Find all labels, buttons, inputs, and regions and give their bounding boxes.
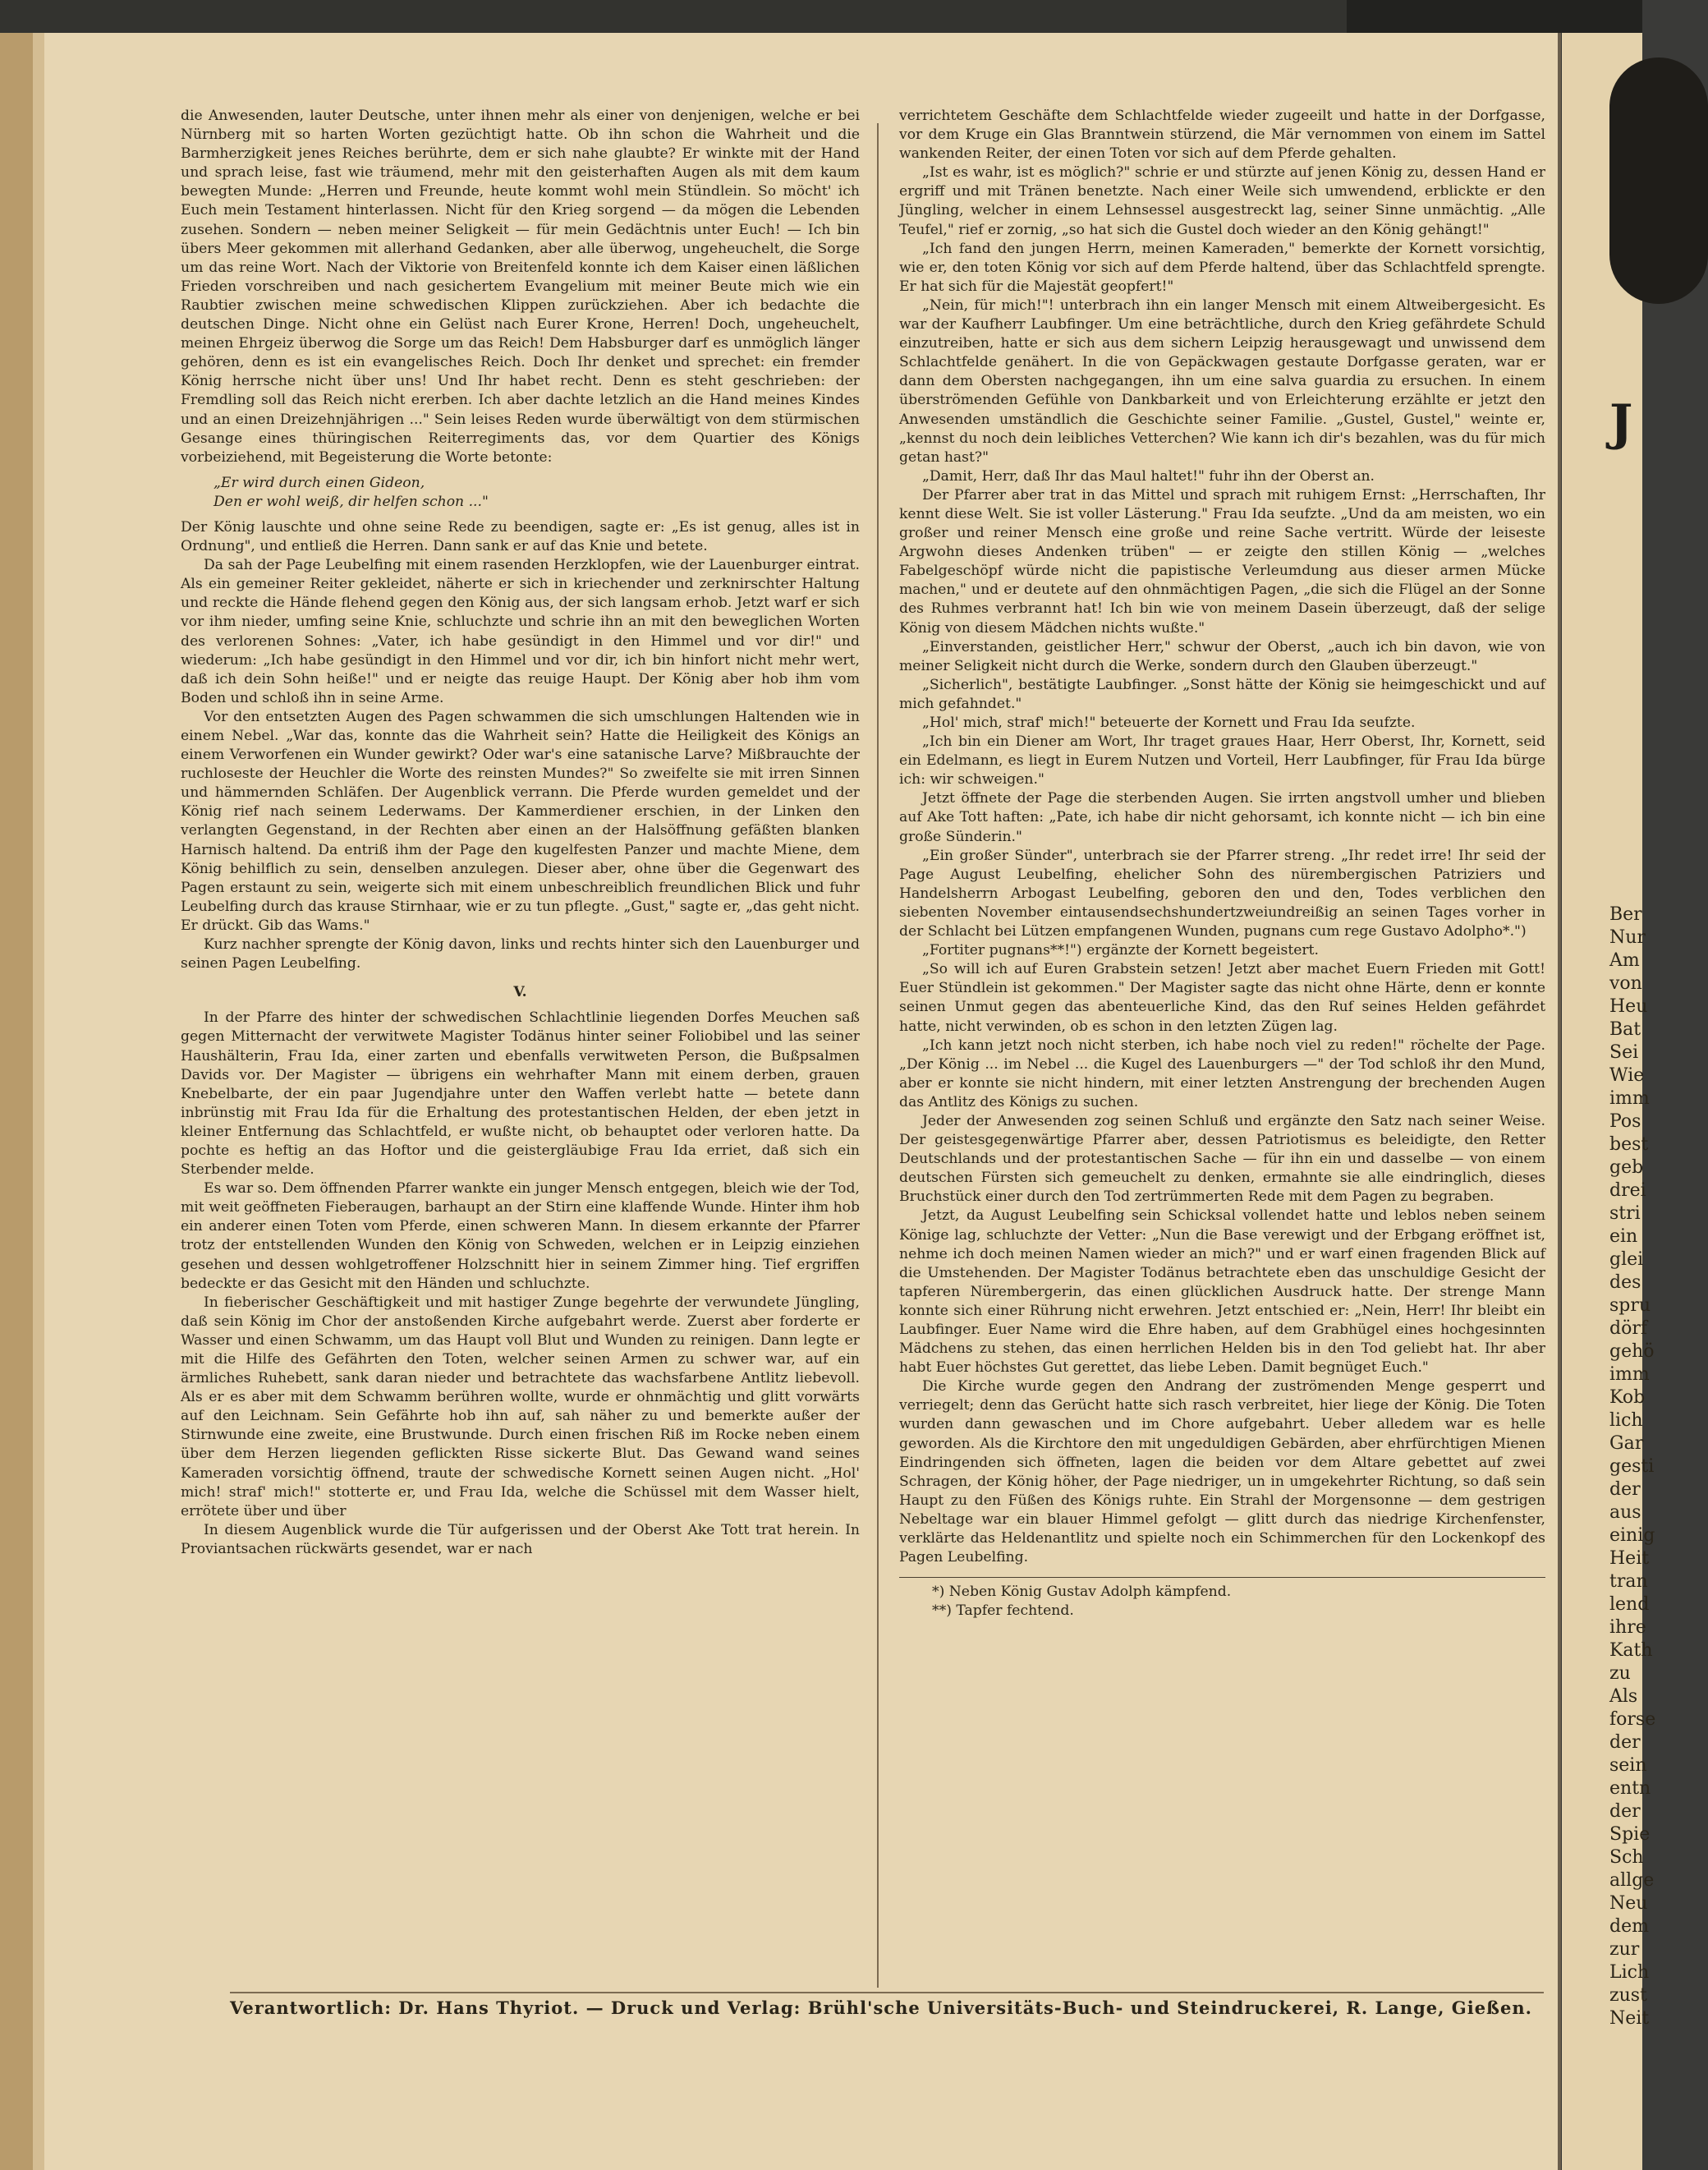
paragraph: Es war so. Dem öffnenden Pfarrer wankte ein junger Mensch entgegen, bleich wie der Tod, mit weit geöffneten Fieberaugen, barhaupt an der Stirn eine klaffende Wunde. Hinter ihm hob ein anderer einen Toten vom Pferde, einen schweren Mann. In diesem erkannte der Pfarrer trotz der entstellenden Wunden den König von Schweden, welchen er in Leipzig einziehen gesehen und dessen wohlgetroffener Holzschnitt hier in seinem Zimmer hing. Tief ergriffen bedeckte er das Gesicht mit den Händen und schluchzte. [181,1180,860,1292]
adjacent-page-line-fragment: ihre [1609,1617,1646,1638]
chapter-heading: V. [513,984,527,1001]
adjacent-page-line-fragment: entn [1609,1778,1651,1799]
adjacent-page-line-fragment: sein [1609,1755,1647,1776]
scanner-top-band [1347,0,1642,33]
adjacent-page-line-fragment: Ber [1609,904,1642,925]
paragraph: „Fortiter pugnans**!") ergänzte der Kornett begeistert. [922,942,1320,959]
footnotes [899,1577,1545,1621]
adjacent-page-line-fragment: lich [1609,1410,1643,1431]
adjacent-page-edge [1558,33,1561,2170]
adjacent-page-line-fragment: Heu [1609,996,1648,1017]
adjacent-page-line-fragment: der [1609,1732,1641,1753]
adjacent-page-line-fragment: zust [1609,1985,1647,2006]
footnote: *) Neben König Gustav Adolph kämpfend. [932,1584,1232,1601]
adjacent-page-line-fragment: Pos [1609,1111,1641,1132]
imprint-divider [230,1992,1544,1993]
paragraph: Der König lauschte und ohne seine Rede zu beendigen, sagte er: „Es ist genug, alles ist in Ordnung", und entließ die Herren. Dann sank er auf das Knie und betete. [181,518,860,555]
adjacent-page-line-fragment: Kath [1609,1640,1653,1661]
adjacent-page-line-fragment: dem [1609,1916,1649,1937]
adjacent-page-line-fragment: Neit [1609,2008,1650,2029]
adjacent-page-line-fragment: dörf [1609,1318,1647,1339]
adjacent-page-line-fragment: tran [1609,1571,1648,1592]
adjacent-page-line-fragment: ein [1609,1226,1638,1247]
song-verse: „Er wird durch einen Gideon, Den er wohl weiß, dir helfen schon ..." [214,474,489,510]
paragraph: In diesem Augenblick wurde die Tür aufgerissen und der Oberst Ake Tott trat herein. In Proviantsachen rückwärts gesendet, war er nach [181,1521,860,1557]
adjacent-page-text-fragments [1609,903,1656,2030]
adjacent-page-line-fragment: Nur [1609,927,1646,948]
paragraph: „Einverstanden, geistlicher Herr," schwur der Oberst, „auch ich bin davon, wie von meiner Seligkeit nicht durch die Werke, sondern durch den Glauben überzeugt." [899,638,1545,674]
adjacent-page-line-fragment: Heit [1609,1548,1650,1569]
adjacent-page-line-fragment: zu [1609,1663,1631,1684]
paragraph: „Ein großer Sünder", unterbrach sie der Pfarrer streng. „Ihr redet irre! Ihr seid der Page August Leubelfing, ehelicher Sohn des nürembergischen Patriziers und Handelsherrn Arbogast Leubelfing, geboren den und den, Todes verblichen den siebenten November eintausendsechshundertzweiundreißig an seinen Tages vorher in der Schlacht bei Lützen empfangenen Wunden, pugnans cum rege Gustavo Adolpho*.") [899,847,1545,940]
paragraph: die Anwesenden, lauter Deutsche, unter ihnen mehr als einer von denjenigen, welche er bei Nürnberg mit so harten Worten gezüchtigt hatte. Ob ihn schon die Wahrheit und die Barmherzigkeit jenes Reiches berührte, dem er sich nahe glaubte? Er winkte mit der Hand und sprach leise, fast wie träumend, mehr mit den geisterhaften Augen als mit dem kaum bewegten Munde: „Herren und Freunde, heute kommt wohl mein Stündlein. So möcht' ich Euch mein Testament hinterlassen. Nicht für den Krieg sorgend — da mögen die Lebenden zusehen. Sondern — neben meiner Seligkeit — für mein Gedächtnis unter Euch! — Ich bin übers Meer gekommen mit allerhand Gedanken, aber alle überwog, ungeheuchelt, die Sorge um das reine Wort. Nach der Viktorie von Breitenfeld konnte ich dem Kaiser einen läßlichen Frieden vorschreiben und nach gesichertem Evangelium mit meiner Beute mich wie ein Raubtier zwischen meine schwedischen Klippen zurückziehen. Aber ich bedachte die deutschen Dinge. Nicht ohne ein Gelüst nach Eurer Krone, Herren! Doch, ungeheuchelt, meinen Ehrgeiz überwog die Sorge um das Reich! Dem Habsburger darf es unmöglich länger gehören, denn es ist ein evangelisches Reich. Doch Ihr denket und sprechet: ein fremder König herrsche nicht über uns! Und Ihr habet recht. Denn es steht geschrieben: der Fremdling soll das Reich nicht ererben. Ich aber dachte letzlich an die Hand meines Kindes und an einen Dreizehnjährigen ..." Sein leises Reden wurde überwältigt von dem stürmischen Gesange eines thüringischen Reiterregiments das, vor dem Quartier des Königs vorbeiziehend, mit Begeisterung die Worte betonte: [181,108,860,466]
paragraph: verrichtetem Geschäfte dem Schlachtfelde wieder zugeeilt und hatte in der Dorfgasse, vor dem Kruge ein Glas Branntwein stürzend, die Mär vernommen von einem im Sattel wankenden Reiter, der einen Toten vor sich auf dem Pferde gehalten. [899,108,1545,163]
adjacent-page-line-fragment: zur [1609,1939,1640,1960]
paragraph: „Sicherlich", bestätigte Laubfinger. „Sonst hätte der König sie heimgeschickt und auf mich gefahndet." [899,676,1545,712]
adjacent-page-line-fragment: glei [1609,1249,1644,1270]
paragraph: Jetzt, da August Leubelfing sein Schicksal vollendet hatte und leblos neben seinem Könige lag, schluchzte der Vetter: „Nun die Base verewigt und der Erbgang eröffnet ist, nehme ich doch meinen Namen wieder an mich?" und er warf einen fragenden Blick auf die Umstehenden. Der Magister Todänus betrachtete eben das unschuldige Gesicht der tapferen Nürembergerin, das einen glücklichen Ausdruck hatte. Der strenge Mann konnte sich einer Rührung nicht erwehren. Jetzt entschied er: „Nein, Herr! Ihr bleibt ein Laubfinger. Euer Name wird die Ehre haben, auf dem Grabhügel eines hochgesinnten Mädchens zu stehen, das einen herrlichen Helden bis in den Tod geliebt hat. Ihr aber habt Euer höchstes Gut gerettet, das liebe Leben. Damit begnüget Euch." [899,1207,1545,1377]
paragraph: Vor den entsetzten Augen des Pagen schwammen die sich umschlungen Haltenden wie in einem Nebel. „War das, konnte das die Wahrheit sein? Hatte die Heiligkeit des Königs an einem Verworfenen ein Wunder gewirkt? Oder war's eine satanische Larve? Mißbrauchte der ruchloseste der Heuchler die Worte des reinsten Mundes?" So zweifelte sie mit irren Sinnen und hämmernden Schläfen. Der Augenblick verrann. Die Pferde wurden gemeldet und der König rief nach seinem Lederwams. Der Kammerdiener erschien, in der Linken den verlangten Gegenstand, in der Rechten aber einen an der Halsöffnung gefäßten blanken Harnisch haltend. Da entriß ihm der Page den kugelfesten Panzer und machte Miene, dem König behilflich zu sein, denselben anzulegen. Dieser aber, ohne über die Gegenwart des Pagen erstaunt zu sein, weigerte sich mit einem unbeschreiblich freundlichen Blick und fuhr Leubelfing durch das krause Stirnhaar, wie er zu tun pflegte. „Gust," sagte er, „das geht nicht. Er drückt. Gib das Wams." [181,708,860,934]
adjacent-page-line-fragment: Gar [1609,1433,1644,1454]
paragraph: „Hol' mich, straf' mich!" beteuerte der Kornett und Frau Ida seufzte. [922,715,1416,731]
column-divider [877,123,879,1988]
book-binding-edge [0,33,33,2170]
publisher-imprint: Verantwortlich: Dr. Hans Thyriot. — Druck und Verlag: Brühl'sche Universitäts-Buch- und Steindruckerei, R. Lange, Gießen. [230,1998,1532,2018]
adjacent-page-line-fragment: imm [1609,1088,1650,1109]
paragraph: „So will ich auf Euren Grabstein setzen! Jetzt aber machet Euern Frieden mit Gott! Euer Stündlein ist gekommen." Der Magister sagte das nicht ohne Härte, denn er konnte seinen Unmut gegen das abenteuerliche Kind, das den Ruf seines Helden gefährdet hatte, nicht verwinden, ob es schon in den letzten Zügen lag. [899,961,1545,1035]
paragraph: „Ist es wahr, ist es möglich?" schrie er und stürzte auf jenen König zu, dessen Hand er ergriff und mit Tränen benetzte. Nach einer Weile sich umwendend, erblickte er den Jüngling, welcher in einem Lehnsessel ausgestreckt lag, seiner Sinne unmächtig. „Alle Teufel," rief er zornig, „so hat sich die Gustel doch wieder an den König gehängt!" [899,164,1545,238]
page-gutter-edge [33,33,44,2170]
paragraph: In fieberischer Geschäftigkeit und mit hastiger Zunge begehrte der verwundete Jüngling, daß sein König im Chor der anstoßenden Kirche aufgebahrt werde. Zuerst aber forderte er Wasser und einen Schwamm, um das Haupt voll Blut und Wunden zu reinigen. Dann legte er mit die Hilfe des Gefährten den Toten, welcher seinen Armen zu schwer war, auf ein ärmliches Ruhebett, sank daran nieder und betrachtete das wachsfarbene Antlitz liebevoll. Als er es aber mit dem Schwamm berühren wollte, wurde er ohnmächtig und glitt vorwärts auf den Leichnam. Sein Gefährte hob ihn auf, sah näher zu und bemerkte außer der Stirnwunde eine zweite, eine Brustwunde. Durch einen frischen Riß im Rocke neben einem über dem Herzen liegenden geflickten Risse sickerte Blut. Das Gewand wand seines Kameraden vorsichtig öffnend, traute der schwedische Kornett seinen Augen nicht. „Hol' mich! straf' mich!" stotterte er, und Frau Ida, welche die Schüssel mit dem Wasser hielt, errötete über und über [181,1294,860,1519]
paragraph: Da sah der Page Leubelfing mit einem rasenden Herzklopfen, wie der Lauenburger eintrat. Als ein gemeiner Reiter gekleidet, näherte er sich in kriechender und zerknirschter Haltung und reckte die Hände flehend gegen den König aus, der sich langsam erhob. Jetzt warf er sich vor ihm nieder, umfing seine Knie, schluchzte und schrie ihn an mit den beweglichen Worten des verlorenen Sohnes: „Vater, ich habe gesündigt in den Himmel und vor dir!" und wiederum: „Ich habe gesündigt in den Himmel und vor dir, ich bin hinfort nicht mehr wert, daß ich dein Sohn heiße!" und er neigte das reuige Haupt. Der König aber hob ihm vom Boden und schloß ihn in seine Arme. [181,557,860,706]
adjacent-page-line-fragment: des [1609,1272,1641,1293]
adjacent-page-line-fragment: der [1609,1801,1641,1822]
adjacent-page-line-fragment: aus [1609,1502,1641,1523]
adjacent-page-line-fragment: einig [1609,1525,1655,1546]
adjacent-page-line-fragment: Kob [1609,1387,1646,1408]
adjacent-page-line-fragment: imm [1609,1364,1650,1385]
adjacent-page-line-fragment: allge [1609,1870,1655,1891]
paragraph: Der Pfarrer aber trat in das Mittel und sprach mit ruhigem Ernst: „Herrschaften, Ihr kennt diese Welt. Sie ist voller Lästerung." Frau Ida seufzte. „Und da am meisten, wo ein großer und reiner Mensch eine große und reine Sache vertritt. Würde der leiseste Argwohn dieses Andenken trüben" — er zeigte den stillen König — „welches Fabelgeschöpf würde nicht die papistische Verleumdung aus dieser armen Mücke machen," und er deutete auf den ohnmächtigen Pagen, „die sich die Flügel an der Sonne des Ruhmes verbrannt hat! Ich bin wie von meinem Dasein überzeugt, daß der selige König von diesem Mädchen nichts wußte." [899,486,1545,637]
footnote: **) Tapfer fechtend. [932,1602,1074,1620]
paragraph: Die Kirche wurde gegen den Andrang der zuströmenden Menge gesperrt und verriegelt; denn das Gerücht hatte sich rasch verbreitet, hier liege der König. Die Toten wurden dann gewaschen und im Chore aufgebahrt. Ueber alledem war es helle geworden. Als die Kirchtore den mit ungeduldigen Gebärden, aber ehrfürchtigen Mienen Eindringenden sich öffneten, lagen die beiden vor dem Altare gebettet auf zwei Schragen, der König höher, der Page niedriger, un in umgekehrter Richtung, so daß sein Haupt zu den Füßen des Königs ruhte. Ein Strahl der Morgensonne — dem gestrigen Nebeltage war ein blauer Himmel gefolgt — glitt durch das niedrige Kirchenfenster, verklärte das Heldenantlitz und spielte noch ein Schimmerchen für den Lockenkopf des Pagen Leubelfing. [899,1378,1545,1566]
adjacent-page-line-fragment: gesti [1609,1456,1655,1477]
adjacent-page-line-fragment: lend [1609,1594,1650,1615]
adjacent-page-dark-ornament [1609,57,1708,304]
adjacent-page-line-fragment: best [1609,1134,1649,1155]
paragraph: Kurz nachher sprengte der König davon, links und rechts hinter sich den Lauenburger und seinen Pagen Leubelfing. [181,936,860,972]
paragraph: Jeder der Anwesenden zog seinen Schluß und ergänzte den Satz nach seiner Weise. Der geistesgegenwärtige Pfarrer aber, dessen Patriotismus es beleidigte, den Retter Deutschlands und der protestantischen Sache — für ihn ein und dasselbe — von einem deutschen Fürsten sich gemeuchelt zu denken, ermahnte sie alle eindringlich, dieses Bruchstück einer durch den Tod zertrümmerten Rede mit dem Pagen zu begraben. [899,1112,1545,1206]
adjacent-page-line-fragment: der [1609,1479,1641,1500]
paragraph: Jetzt öffnete der Page die sterbenden Augen. Sie irrten angstvoll umher und blieben auf Ake Tott haften: „Pate, ich habe dir nicht gehorsamt, ich konnte nicht — ich bin eine große Sünderin." [899,790,1545,845]
adjacent-page-line-fragment: gehö [1609,1341,1655,1362]
text-column-left [181,107,860,1559]
adjacent-page-line-fragment: geb [1609,1157,1644,1178]
adjacent-page-line-fragment: Als [1609,1686,1638,1707]
text-column-right [899,107,1545,1621]
paragraph: „Ich kann jetzt noch nicht sterben, ich habe noch viel zu reden!" röchelte der Page. „Der König ... im Nebel ... die Kugel des Lauenburgers —" der Tod schloß ihr den Mund, aber er konnte sie nicht hindern, mit einer letzten Anstrengung der brechenden Augen das Antlitz des Königs zu suchen. [899,1037,1545,1110]
adjacent-page-line-fragment: forse [1609,1709,1656,1730]
adjacent-page-line-fragment: drei [1609,1180,1646,1201]
adjacent-page-line-fragment: Spie [1609,1824,1651,1845]
adjacent-page-heading-fragment: J [1609,394,1633,452]
adjacent-page-line-fragment: von [1609,973,1642,994]
adjacent-page-line-fragment: Lich [1609,1962,1650,1983]
adjacent-page-line-fragment: Neu [1609,1893,1648,1914]
paragraph: In der Pfarre des hinter der schwedischen Schlachtlinie liegenden Dorfes Meuchen saß gegen Mitternacht der verwitwete Magister Todänus hinter seiner Foliobibel und las seiner Haushälterin, Frau Ida, einer zarten und ebenfalls verwitweten Person, die Bußpsalmen Davids vor. Der Magister — übrigens ein wehrhafter Mann mit einem derben, grauen Knebelbarte, der ein paar Jugendjahre unter den Waffen verlebt hatte — betete dann inbrünstig mit Frau Ida für die Erhaltung des protestantischen Helden, der eben jetzt in kleiner Entfernung das Schlachtfeld, er wußte nicht, ob behauptet oder verloren hatte. Da pochte es heftig an das Hoftor und die geistergläubige Frau Ida erriet, daß sich ein Sterbender melde. [181,1009,860,1179]
adjacent-page-line-fragment: spru [1609,1295,1651,1316]
paragraph: „Ich fand den jungen Herrn, meinen Kameraden," bemerkte der Kornett vorsichtig, wie er, den toten König vor sich auf dem Pferde haltend, über das Schlachtfeld sprengte. Er hat sich für die Majestät geopfert!" [899,240,1545,295]
paragraph: „Ich bin ein Diener am Wort, Ihr traget graues Haar, Herr Oberst, Ihr, Kornett, seid ein Edelmann, es liegt in Eurem Nutzen und Vorteil, Herr Laubfinger, für Frau Ida bürge ich: wir schweigen." [899,733,1545,788]
adjacent-page-line-fragment: Am [1609,950,1640,971]
adjacent-page-line-fragment: Sch [1609,1847,1644,1868]
paragraph: „Nein, für mich!"! unterbrach ihn ein langer Mensch mit einem Altweibergesicht. Es war der Kaufherr Laubfinger. Um eine beträchtliche, durch den Krieg gefährdete Schuld einzutreiben, hatte er sich aus dem sichern Leipzig herausgewagt und unwissend dem Schlachtfelde genähert. In die von Gepäckwagen gestaute Dorfgasse geraten, war er dann dem Obersten nachgegangen, ihn um eine salva guardia zu ersuchen. In einem überströmenden Gefühle von Dankbarkeit und von Erleichterung erzählte er jetzt den Anwesenden umständlich die Geschichte seiner Familie. „Gustel, Gustel," weinte er, „kennst du noch dein leibliches Vetterchen? Wie kann ich dir's bezahlen, was du für mich getan hast?" [899,297,1545,466]
adjacent-page-line-fragment: stri [1609,1203,1641,1224]
adjacent-page-line-fragment: Wie [1609,1065,1645,1086]
adjacent-page-line-fragment: Sei [1609,1042,1639,1063]
paragraph: „Damit, Herr, daß Ihr das Maul haltet!" fuhr ihn der Oberst an. [922,467,1375,485]
adjacent-page-line-fragment: Bat [1609,1019,1641,1040]
